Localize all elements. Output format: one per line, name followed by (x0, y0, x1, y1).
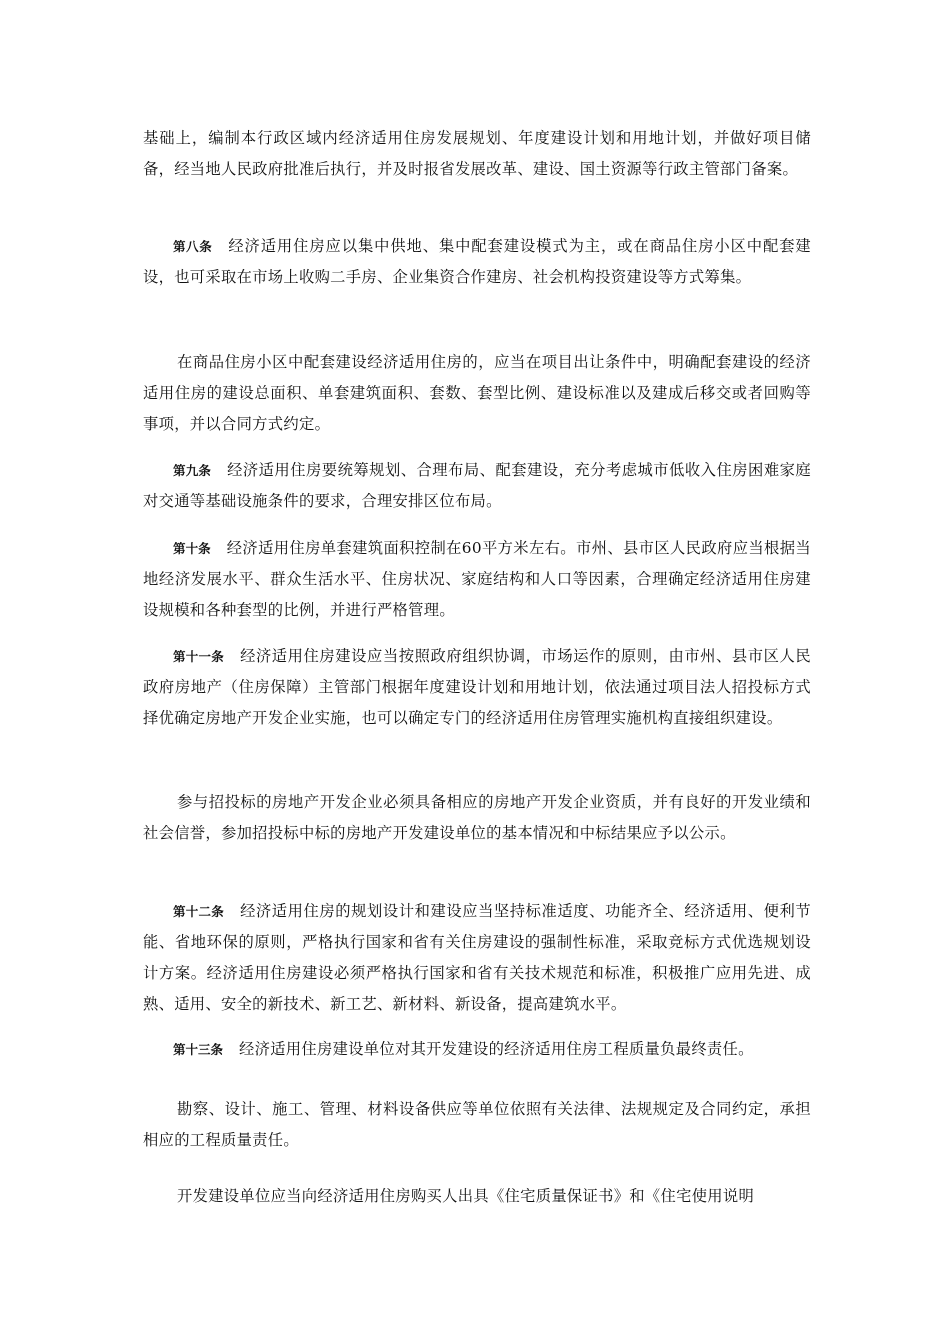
paragraph-article-13-clause-1: 勘察、设计、施工、管理、材料设备供应等单位依照有关法律、法规规定及合同约定，承担相应的工程质量责任。 (143, 1100, 811, 1149)
paragraph-article-10: 第十条 经济适用住房单套建筑面积控制在60平方米左右。市州、县市区人民政府应当根据当地经济发展水平、群众生活水平、住房状况、家庭结构和人口等因素，合理确定经济适用住房建设规模和各种套型的比例，并进行严格管理。 (143, 539, 811, 619)
paragraph-continuation: 基础上，编制本行政区域内经济适用住房发展规划、年度建设计划和用地计划，并做好项目储备，经当地人民政府批准后执行，并及时报省发展改革、建设、国土资源等行政主管部门备案。 (143, 129, 811, 178)
article-number: 第十三条 (173, 1042, 224, 1057)
paragraph-article-9: 第九条 经济适用住房要统筹规划、合理布局、配套建设，充分考虑城市低收入住房困难家庭对交通等基础设施条件的要求，合理安排区位布局。 (143, 461, 811, 510)
paragraph-article-13-clause-2: 开发建设单位应当向经济适用住房购买人出具《住宅质量保证书》和《住宅使用说明 (177, 1187, 755, 1205)
paragraph-article-8: 第八条 经济适用住房应以集中供地、集中配套建设模式为主，或在商品住房小区中配套建设，也可采取在市场上收购二手房、企业集资合作建房、社会机构投资建设等方式筹集。 (143, 237, 811, 286)
article-number: 第八条 (173, 239, 213, 254)
article-number: 第十一条 (173, 649, 225, 664)
article-number: 第九条 (173, 463, 212, 478)
paragraph-article-8-clause: 在商品住房小区中配套建设经济适用住房的，应当在项目出让条件中，明确配套建设的经济适用住房的建设总面积、单套建筑面积、套数、套型比例、建设标准以及建成后移交或者回购等事项，并以合同方式约定。 (143, 353, 811, 433)
paragraph-article-12: 第十二条 经济适用住房的规划设计和建设应当坚持标准适度、功能齐全、经济适用、便利节能、省地环保的原则，严格执行国家和省有关住房建设的强制性标准，采取竞标方式优选规划设计方案。经济适用住房建设必须严格执行国家和省有关技术规范和标准，积极推广应用先进、成熟、适用、安全的新技术、新工艺、新材料、新设备，提高建筑水平。 (143, 902, 811, 1013)
article-number: 第十二条 (173, 904, 225, 919)
article-number: 第十条 (173, 541, 211, 556)
paragraph-article-13: 第十三条 经济适用住房建设单位对其开发建设的经济适用住房工程质量负最终责任。 (173, 1040, 754, 1058)
paragraph-article-11: 第十一条 经济适用住房建设应当按照政府组织协调，市场运作的原则，由市州、县市区人民政府房地产（住房保障）主管部门根据年度建设计划和用地计划，依法通过项目法人招投标方式择优确定房地产开发企业实施，也可以确定专门的经济适用住房管理实施机构直接组织建设。 (143, 647, 811, 727)
paragraph-article-11-clause: 参与招投标的房地产开发企业必须具备相应的房地产开发企业资质，并有良好的开发业绩和社会信誉，参加招投标中标的房地产开发建设单位的基本情况和中标结果应予以公示。 (143, 793, 811, 842)
